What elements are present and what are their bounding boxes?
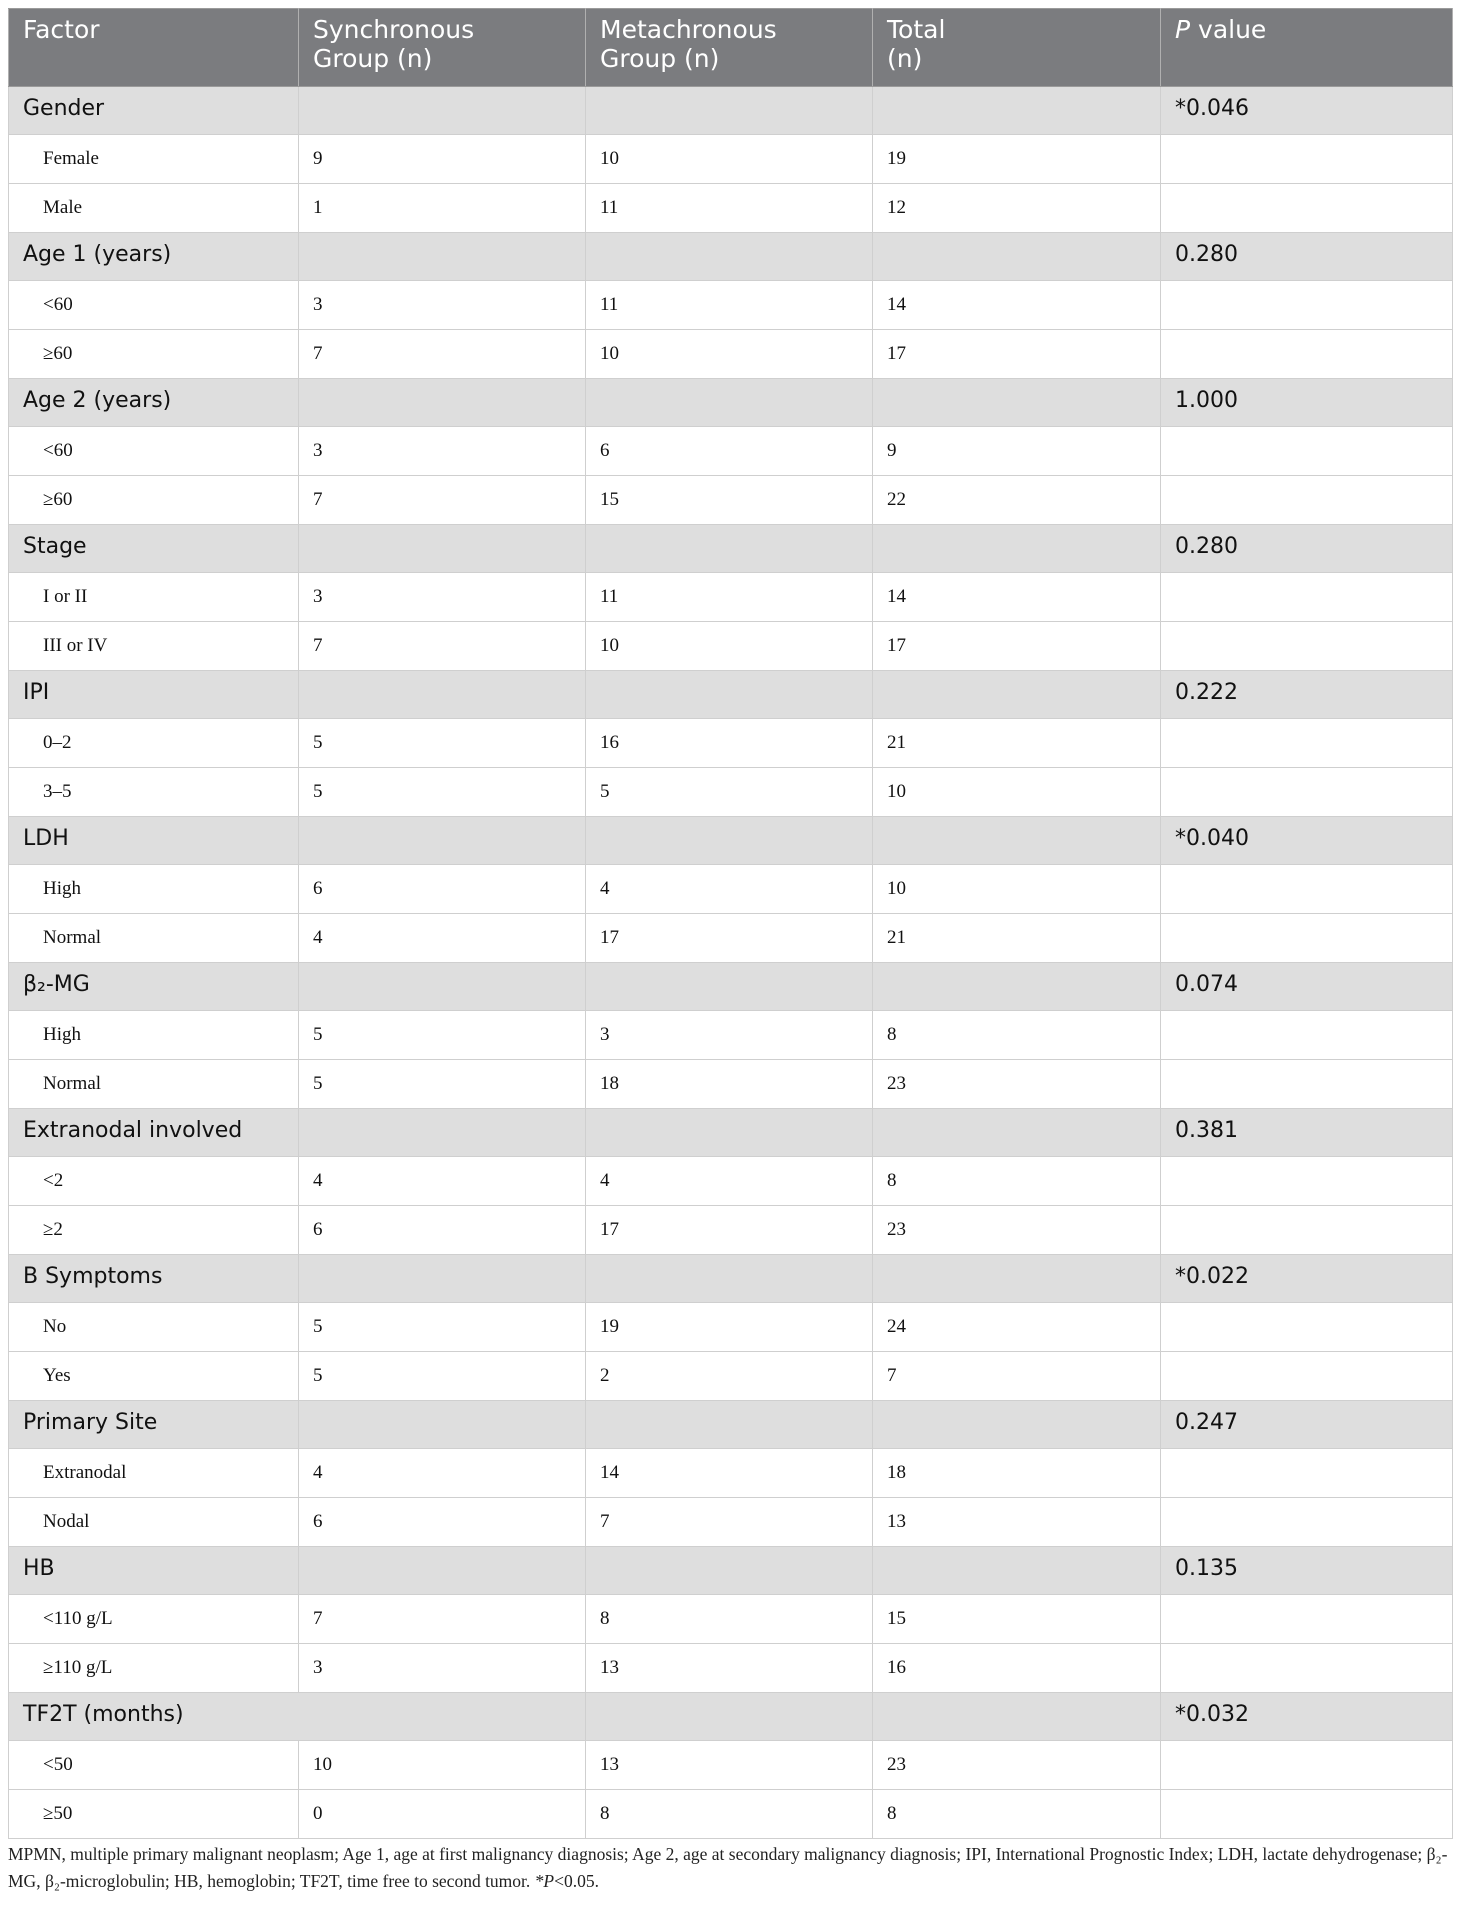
- row-metachronous: 10: [586, 330, 873, 379]
- row-label: Normal: [9, 914, 299, 963]
- group-empty-cell: [586, 87, 873, 135]
- group-empty-cell: [299, 379, 586, 427]
- row-synchronous: 5: [299, 1011, 586, 1060]
- group-label: B Symptoms: [9, 1255, 299, 1303]
- table-row: [9, 1206, 1453, 1255]
- row-metachronous: 19: [586, 1303, 873, 1352]
- row-metachronous: 5: [586, 768, 873, 817]
- group-empty-cell: [873, 1109, 1161, 1157]
- table-row: [9, 330, 1453, 379]
- row-p-value-empty: [1161, 281, 1453, 330]
- row-label: <50: [9, 1741, 299, 1790]
- group-empty-cell: [586, 671, 873, 719]
- data-table: [8, 8, 1453, 1839]
- table-row: [9, 1741, 1453, 1790]
- row-p-value-empty: [1161, 1741, 1453, 1790]
- table-row: [9, 865, 1453, 914]
- group-p-value: *0.046: [1161, 87, 1453, 135]
- row-metachronous: 8: [586, 1790, 873, 1839]
- row-p-value-empty: [1161, 1352, 1453, 1401]
- row-synchronous: 10: [299, 1741, 586, 1790]
- row-total: 8: [873, 1157, 1161, 1206]
- table-row: [9, 135, 1453, 184]
- row-metachronous: 4: [586, 1157, 873, 1206]
- group-p-value: 0.222: [1161, 671, 1453, 719]
- group-label: Age 1 (years): [9, 233, 299, 281]
- row-total: 22: [873, 476, 1161, 525]
- row-p-value-empty: [1161, 1303, 1453, 1352]
- row-synchronous: 3: [299, 573, 586, 622]
- group-row: [9, 817, 1453, 865]
- group-row: [9, 963, 1453, 1011]
- group-empty-cell: [299, 87, 586, 135]
- group-label: Gender: [9, 87, 299, 135]
- group-row: [9, 1401, 1453, 1449]
- header-sync-line2: Group (n): [313, 44, 433, 73]
- row-total: 10: [873, 865, 1161, 914]
- row-label: ≥60: [9, 330, 299, 379]
- row-p-value-empty: [1161, 476, 1453, 525]
- header-total-line2: (n): [887, 44, 923, 73]
- row-label: 3–5: [9, 768, 299, 817]
- header-metachronous: [586, 9, 873, 87]
- table-row: [9, 1352, 1453, 1401]
- row-metachronous: 11: [586, 281, 873, 330]
- group-row: [9, 1109, 1453, 1157]
- row-p-value-empty: [1161, 914, 1453, 963]
- group-empty-cell: [299, 233, 586, 281]
- group-empty-cell: [873, 1255, 1161, 1303]
- header-total: [873, 9, 1161, 87]
- header-synchronous: [299, 9, 586, 87]
- group-label: LDH: [9, 817, 299, 865]
- row-synchronous: 5: [299, 719, 586, 768]
- row-total: 7: [873, 1352, 1161, 1401]
- row-metachronous: 11: [586, 184, 873, 233]
- row-metachronous: 11: [586, 573, 873, 622]
- row-label: ≥60: [9, 476, 299, 525]
- row-p-value-empty: [1161, 135, 1453, 184]
- header-p-rest: value: [1190, 15, 1267, 44]
- group-row: [9, 1255, 1453, 1303]
- row-metachronous: 3: [586, 1011, 873, 1060]
- header-meta-line2: Group (n): [600, 44, 720, 73]
- group-row: [9, 379, 1453, 427]
- row-label: ≥50: [9, 1790, 299, 1839]
- group-empty-cell: [873, 233, 1161, 281]
- row-p-value-empty: [1161, 622, 1453, 671]
- row-total: 23: [873, 1060, 1161, 1109]
- row-synchronous: 7: [299, 622, 586, 671]
- table-row: [9, 719, 1453, 768]
- table-row: [9, 1498, 1453, 1547]
- row-total: 18: [873, 1449, 1161, 1498]
- header-meta-line1: Metachronous: [600, 15, 777, 44]
- row-p-value-empty: [1161, 768, 1453, 817]
- row-label: 0–2: [9, 719, 299, 768]
- row-synchronous: 6: [299, 865, 586, 914]
- row-p-value-empty: [1161, 1498, 1453, 1547]
- row-label: <60: [9, 427, 299, 476]
- row-total: 8: [873, 1790, 1161, 1839]
- row-label: <2: [9, 1157, 299, 1206]
- header-total-line1: Total: [887, 15, 946, 44]
- footnote-p-italic: *P: [534, 1871, 555, 1891]
- header-p-value: [1161, 9, 1453, 87]
- row-metachronous: 16: [586, 719, 873, 768]
- row-label: <60: [9, 281, 299, 330]
- group-empty-cell: [299, 525, 586, 573]
- group-empty-cell: [586, 525, 873, 573]
- table-footnote: [8, 1841, 1452, 1895]
- row-p-value-empty: [1161, 719, 1453, 768]
- row-synchronous: 6: [299, 1206, 586, 1255]
- row-label: III or IV: [9, 622, 299, 671]
- row-total: 23: [873, 1206, 1161, 1255]
- row-synchronous: 4: [299, 914, 586, 963]
- row-synchronous: 3: [299, 427, 586, 476]
- row-metachronous: 17: [586, 914, 873, 963]
- group-p-value: 0.135: [1161, 1547, 1453, 1595]
- group-p-value: 0.247: [1161, 1401, 1453, 1449]
- group-row: [9, 1693, 1453, 1741]
- row-label: I or II: [9, 573, 299, 622]
- row-label: Nodal: [9, 1498, 299, 1547]
- group-label: Stage: [9, 525, 299, 573]
- row-label: Extranodal: [9, 1449, 299, 1498]
- table-row: [9, 1790, 1453, 1839]
- row-metachronous: 17: [586, 1206, 873, 1255]
- row-metachronous: 10: [586, 622, 873, 671]
- table-row: [9, 573, 1453, 622]
- group-p-value: 0.280: [1161, 233, 1453, 281]
- group-empty-cell: [586, 379, 873, 427]
- row-synchronous: 1: [299, 184, 586, 233]
- row-p-value-empty: [1161, 184, 1453, 233]
- group-empty-cell: [873, 817, 1161, 865]
- row-synchronous: 7: [299, 330, 586, 379]
- row-total: 14: [873, 573, 1161, 622]
- row-label: High: [9, 865, 299, 914]
- row-total: 21: [873, 719, 1161, 768]
- table-row: [9, 1157, 1453, 1206]
- table-row: [9, 427, 1453, 476]
- row-label: No: [9, 1303, 299, 1352]
- row-synchronous: 4: [299, 1157, 586, 1206]
- row-p-value-empty: [1161, 427, 1453, 476]
- header-row: [9, 9, 1453, 87]
- group-empty-cell: [299, 817, 586, 865]
- group-empty-cell: [586, 1693, 873, 1741]
- row-synchronous: 5: [299, 1352, 586, 1401]
- group-row: [9, 87, 1453, 135]
- row-p-value-empty: [1161, 1449, 1453, 1498]
- table-row: [9, 768, 1453, 817]
- table-row: [9, 1303, 1453, 1352]
- row-synchronous: 5: [299, 768, 586, 817]
- row-total: 13: [873, 1498, 1161, 1547]
- footnote-p-rest: <0.05.: [554, 1871, 599, 1891]
- row-metachronous: 2: [586, 1352, 873, 1401]
- group-empty-cell: [586, 233, 873, 281]
- group-label: β₂-MG: [9, 963, 299, 1011]
- row-p-value-empty: [1161, 865, 1453, 914]
- row-label: Male: [9, 184, 299, 233]
- group-empty-cell: [299, 1109, 586, 1157]
- row-total: 24: [873, 1303, 1161, 1352]
- row-synchronous: 6: [299, 1498, 586, 1547]
- group-empty-cell: [299, 1547, 586, 1595]
- group-empty-cell: [586, 1109, 873, 1157]
- group-empty-cell: [873, 379, 1161, 427]
- row-metachronous: 13: [586, 1741, 873, 1790]
- header-p-italic: P: [1175, 15, 1191, 44]
- row-label: <110 g/L: [9, 1595, 299, 1644]
- group-empty-cell: [586, 963, 873, 1011]
- row-label: Yes: [9, 1352, 299, 1401]
- group-empty-cell: [873, 1547, 1161, 1595]
- group-row: [9, 671, 1453, 719]
- row-label: ≥2: [9, 1206, 299, 1255]
- group-empty-cell: [299, 671, 586, 719]
- group-empty-cell: [299, 1255, 586, 1303]
- group-empty-cell: [586, 817, 873, 865]
- row-total: 10: [873, 768, 1161, 817]
- group-label: IPI: [9, 671, 299, 719]
- table-row: [9, 914, 1453, 963]
- row-total: 15: [873, 1595, 1161, 1644]
- group-empty-cell: [586, 1255, 873, 1303]
- row-metachronous: 10: [586, 135, 873, 184]
- group-label: Age 2 (years): [9, 379, 299, 427]
- group-p-value: *0.032: [1161, 1693, 1453, 1741]
- row-synchronous: 3: [299, 281, 586, 330]
- group-label: Extranodal involved: [9, 1109, 299, 1157]
- row-total: 16: [873, 1644, 1161, 1693]
- group-empty-cell: [873, 671, 1161, 719]
- group-row: [9, 233, 1453, 281]
- row-metachronous: 8: [586, 1595, 873, 1644]
- table-row: [9, 1644, 1453, 1693]
- group-empty-cell: [873, 1693, 1161, 1741]
- table-row: [9, 281, 1453, 330]
- group-p-value: 0.280: [1161, 525, 1453, 573]
- row-synchronous: 4: [299, 1449, 586, 1498]
- row-p-value-empty: [1161, 1157, 1453, 1206]
- row-metachronous: 15: [586, 476, 873, 525]
- group-empty-cell: [873, 525, 1161, 573]
- group-label: Primary Site: [9, 1401, 299, 1449]
- row-label: Female: [9, 135, 299, 184]
- row-p-value-empty: [1161, 1060, 1453, 1109]
- row-synchronous: 5: [299, 1303, 586, 1352]
- row-metachronous: 14: [586, 1449, 873, 1498]
- group-p-value: *0.022: [1161, 1255, 1453, 1303]
- row-label: Normal: [9, 1060, 299, 1109]
- row-synchronous: 0: [299, 1790, 586, 1839]
- group-empty-cell: [873, 1401, 1161, 1449]
- group-empty-cell: [299, 963, 586, 1011]
- row-p-value-empty: [1161, 573, 1453, 622]
- group-row: [9, 1547, 1453, 1595]
- header-factor: Factor: [9, 9, 299, 87]
- row-label: ≥110 g/L: [9, 1644, 299, 1693]
- table-row: [9, 1011, 1453, 1060]
- group-empty-cell: [299, 1401, 586, 1449]
- header-sync-line1: Synchronous: [313, 15, 475, 44]
- row-synchronous: 9: [299, 135, 586, 184]
- row-total: 17: [873, 622, 1161, 671]
- row-total: 19: [873, 135, 1161, 184]
- row-metachronous: 6: [586, 427, 873, 476]
- row-metachronous: 18: [586, 1060, 873, 1109]
- group-row: [9, 525, 1453, 573]
- row-p-value-empty: [1161, 330, 1453, 379]
- row-total: 21: [873, 914, 1161, 963]
- table-container: [8, 8, 1452, 1839]
- row-total: 9: [873, 427, 1161, 476]
- group-empty-cell: [586, 1547, 873, 1595]
- row-synchronous: 5: [299, 1060, 586, 1109]
- group-empty-cell: [586, 1401, 873, 1449]
- row-p-value-empty: [1161, 1011, 1453, 1060]
- row-label: High: [9, 1011, 299, 1060]
- group-p-value: *0.040: [1161, 817, 1453, 865]
- group-p-value: 0.381: [1161, 1109, 1453, 1157]
- row-total: 12: [873, 184, 1161, 233]
- row-metachronous: 4: [586, 865, 873, 914]
- row-metachronous: 7: [586, 1498, 873, 1547]
- footnote-text: MPMN, multiple primary malignant neoplasm; Age 1, age at first malignancy diagnosis; Age 2, age at secondary malignancy diagnosis; IPI, International Prognostic Index; LDH, lactate dehydrogenase; β₂-MG, β₂-microglobulin; HB, hemoglobin; TF2T, time free to second tumor.: [8, 1844, 1448, 1891]
- row-p-value-empty: [1161, 1644, 1453, 1693]
- row-total: 8: [873, 1011, 1161, 1060]
- table-row: [9, 1595, 1453, 1644]
- table-body: [9, 87, 1453, 1839]
- table-row: [9, 476, 1453, 525]
- row-synchronous: 3: [299, 1644, 586, 1693]
- group-empty-cell: [873, 87, 1161, 135]
- row-total: 23: [873, 1741, 1161, 1790]
- row-synchronous: 7: [299, 1595, 586, 1644]
- group-p-value: 0.074: [1161, 963, 1453, 1011]
- table-row: [9, 1060, 1453, 1109]
- row-p-value-empty: [1161, 1595, 1453, 1644]
- table-row: [9, 184, 1453, 233]
- row-p-value-empty: [1161, 1206, 1453, 1255]
- row-total: 14: [873, 281, 1161, 330]
- group-empty-cell: [873, 963, 1161, 1011]
- table-row: [9, 622, 1453, 671]
- row-p-value-empty: [1161, 1790, 1453, 1839]
- group-label: TF2T (months): [9, 1693, 586, 1741]
- row-synchronous: 7: [299, 476, 586, 525]
- group-p-value: 1.000: [1161, 379, 1453, 427]
- row-total: 17: [873, 330, 1161, 379]
- table-row: [9, 1449, 1453, 1498]
- group-label: HB: [9, 1547, 299, 1595]
- row-metachronous: 13: [586, 1644, 873, 1693]
